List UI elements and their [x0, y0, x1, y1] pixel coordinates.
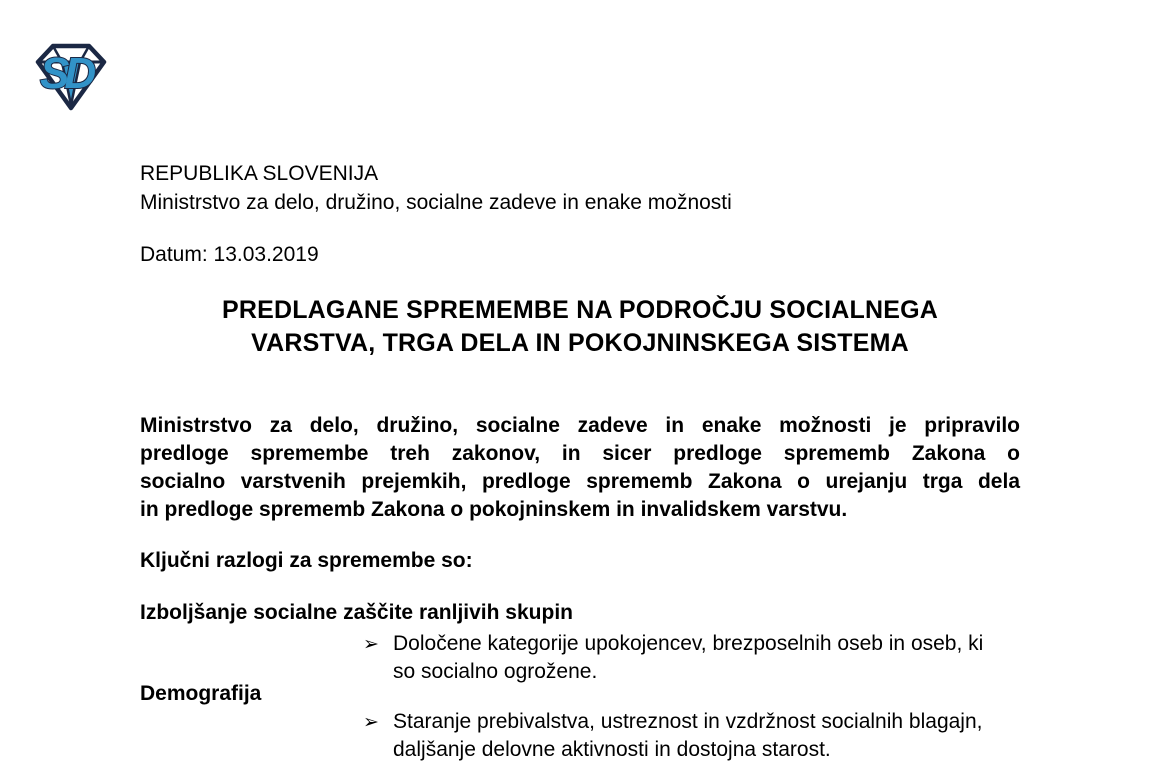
arrow-bullet-icon: ➢ — [363, 633, 379, 655]
logo-letters: SD — [40, 49, 92, 98]
letterhead-country: REPUBLIKA SLOVENIJA — [140, 162, 379, 185]
bullet-text: Staranje prebivalstva, ustreznost in vzdržnost socialnih blagajn, daljšanje delovne aktivnosti in dostojna starost. — [393, 710, 983, 761]
letterhead-ministry: Ministrstvo za delo, družino, socialne zadeve in enake možnosti — [140, 191, 732, 214]
sd-gem-logo-icon — [33, 37, 109, 115]
logo — [33, 37, 109, 115]
letterhead — [140, 159, 1040, 217]
reasons-heading: Ključni razlogi za spremembe so: — [140, 549, 473, 572]
bullet-text: Določene kategorije upokojencev, brezposelnih oseb in oseb, ki so socialno ogrožene. — [393, 632, 984, 683]
document-title — [140, 294, 1020, 360]
arrow-bullet-icon: ➢ — [363, 711, 379, 733]
intro-line-4: in predloge sprememb Zakona o pokojninskem in invalidskem varstvu. — [140, 498, 848, 521]
bullet-item — [363, 630, 1003, 686]
intro-line-1: Ministrstvo za delo, družino, socialne zadeve in enake možnosti je pripravilo — [140, 414, 1020, 437]
bullet-item — [363, 708, 1043, 764]
section-heading-vulnerable-groups: Izboljšanje socialne zaščite ranljivih skupin — [140, 601, 573, 624]
intro-paragraph — [140, 412, 1020, 524]
section-heading-demography: Demografija — [140, 682, 262, 705]
intro-line-3: socialno varstvenih prejemkih, predloge sprememb Zakona o urejanju trga dela — [140, 470, 1020, 493]
intro-line-2: predloge spremembe treh zakonov, in sicer predloge sprememb Zakona o — [140, 442, 1020, 465]
document-title-line-2: VARSTVA, TRGA DELA IN POKOJNINSKEGA SISTEMA — [251, 329, 909, 357]
date-line: Datum: 13.03.2019 — [140, 243, 319, 266]
document-title-line-1: PREDLAGANE SPREMEMBE NA PODROČJU SOCIALNEGA — [221, 296, 939, 324]
